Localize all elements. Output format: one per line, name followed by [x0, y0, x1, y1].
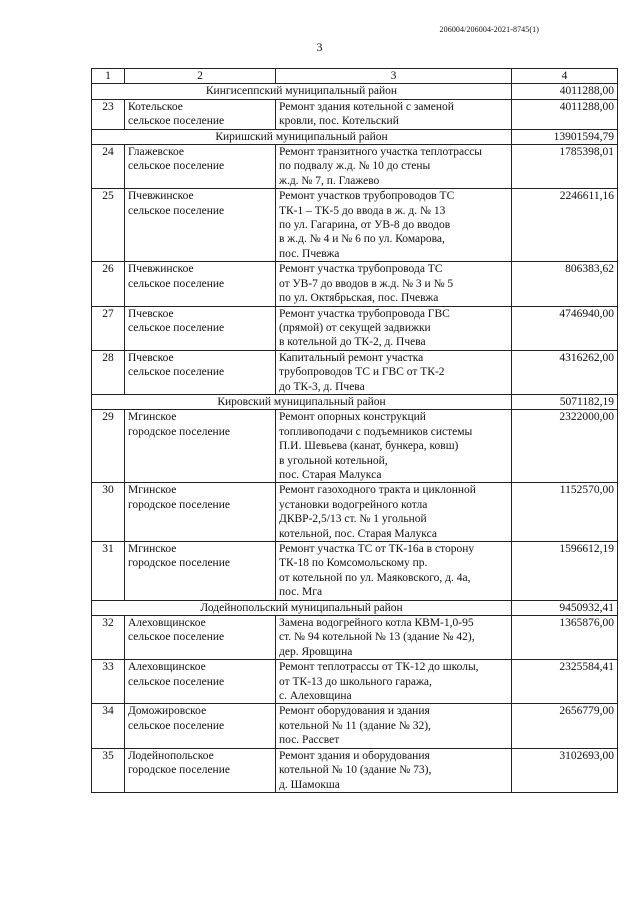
row-number: 34: [92, 704, 125, 748]
work-description: Ремонт опорных конструкций топливоподачи с подъемников системы П.И. Шевьева (канат, бункера, ковш) в угольной котельной, пос. Старая Малукса: [276, 410, 512, 483]
settlement-name: Глажевское сельское поселение: [125, 145, 276, 189]
document-id: 206004/206004-2021-8745(1): [439, 25, 539, 34]
work-description: Замена водогрейного котла КВМ-1,0-95 ст. № 94 котельной № 13 (здание № 42), дер. Яровщина: [276, 616, 512, 660]
work-description: Капитальный ремонт участка трубопроводов ТС и ГВС от ТК-2 до ТК-3, д. Пчева: [276, 350, 512, 394]
settlement-name: Пчевское сельское поселение: [125, 306, 276, 350]
table-row: [92, 542, 618, 601]
work-description: Ремонт участка трубопровода ТС от УВ-7 до вводов в ж.д. № 3 и № 5 по ул. Октябрьская, пос. Пчевжа: [276, 262, 512, 306]
row-number: 35: [92, 748, 125, 792]
work-description: Ремонт транзитного участка теплотрассы по подвалу ж.д. № 10 до стены ж.д. № 7, п. Глажево: [276, 145, 512, 189]
region-name: Лодейнопольский муниципальный район: [92, 600, 512, 615]
table-row: [92, 704, 618, 748]
row-number: 25: [92, 189, 125, 262]
settlement-name: Мгинское городское поселение: [125, 410, 276, 483]
work-description: Ремонт оборудования и здания котельной № 11 (здание № 32), пос. Рассвет: [276, 704, 512, 748]
table-row: [92, 748, 618, 792]
row-number: 24: [92, 145, 125, 189]
settlement-name: Лодейнопольское городское поселение: [125, 748, 276, 792]
amount: 4011288,00: [512, 99, 618, 129]
amount: 1365876,00: [512, 616, 618, 660]
region-name: Кингисеппский муниципальный район: [92, 84, 512, 99]
amount: 4746940,00: [512, 306, 618, 350]
table-row: [92, 483, 618, 542]
row-number: 27: [92, 306, 125, 350]
work-description: Ремонт теплотрассы от ТК-12 до школы, от ТК-13 до школьного гаража, с. Алеховщина: [276, 660, 512, 704]
row-number: 29: [92, 410, 125, 483]
row-number: 26: [92, 262, 125, 306]
settlement-name: Алеховщинское сельское поселение: [125, 616, 276, 660]
table-row: [92, 660, 618, 704]
amount: 3102693,00: [512, 748, 618, 792]
amount: 1785398,01: [512, 145, 618, 189]
region-name: Кировский муниципальный район: [92, 394, 512, 409]
settlement-name: Пчевжинское сельское поселение: [125, 262, 276, 306]
amount: 2325584,41: [512, 660, 618, 704]
table-body: [92, 69, 618, 793]
table-row: [92, 350, 618, 394]
region-row: [92, 394, 618, 409]
table-row: [92, 99, 618, 129]
amount: 806383,62: [512, 262, 618, 306]
region-amount: 13901594,79: [512, 129, 618, 144]
column-header: 2: [125, 69, 276, 84]
settlement-name: Доможировское сельское поселение: [125, 704, 276, 748]
settlement-name: Пчевское сельское поселение: [125, 350, 276, 394]
amount: 4316262,00: [512, 350, 618, 394]
region-amount: 4011288,00: [512, 84, 618, 99]
settlement-name: Алеховщинское сельское поселение: [125, 660, 276, 704]
row-number: 23: [92, 99, 125, 129]
table-row: [92, 616, 618, 660]
table-row: [92, 410, 618, 483]
settlement-name: Пчевжинское сельское поселение: [125, 189, 276, 262]
table-row: [92, 145, 618, 189]
region-row: [92, 129, 618, 144]
region-amount: 9450932,41: [512, 600, 618, 615]
funding-table: [91, 68, 618, 793]
table-row: [92, 306, 618, 350]
column-header: 4: [512, 69, 618, 84]
row-number: 33: [92, 660, 125, 704]
row-number: 32: [92, 616, 125, 660]
page-number: 3: [316, 40, 323, 54]
work-description: Ремонт участков трубопроводов ТС ТК-1 – ТК-5 до ввода в ж. д. № 13 по ул. Гагарина, от УВ-8 до вводов в ж.д. № 4 и № 6 по ул. Комарова, пос. Пчевжа: [276, 189, 512, 262]
region-row: [92, 600, 618, 615]
work-description: Ремонт здания и оборудования котельной № 10 (здание № 73), д. Шамокша: [276, 748, 512, 792]
amount: 1152570,00: [512, 483, 618, 542]
work-description: Ремонт газоходного тракта и циклонной установки водогрейного котла ДКВР-2,5/13 ст. № 1 угольной котельной, пос. Старая Малукса: [276, 483, 512, 542]
work-description: Ремонт участка трубопровода ГВС (прямой) от секущей задвижки в котельной до ТК-2, д. Пчева: [276, 306, 512, 350]
amount: 2246611,16: [512, 189, 618, 262]
work-description: Ремонт участка ТС от ТК-16а в сторону ТК-18 по Комсомольскому пр. от котельной по ул. Маяковского, д. 4а, пос. Мга: [276, 542, 512, 601]
table-header-row: [92, 69, 618, 84]
row-number: 28: [92, 350, 125, 394]
settlement-name: Котельское сельское поселение: [125, 99, 276, 129]
amount: 2322000,00: [512, 410, 618, 483]
work-description: Ремонт здания котельной с заменой кровли, пос. Котельский: [276, 99, 512, 129]
region-amount: 5071182,19: [512, 394, 618, 409]
amount: 1596612,19: [512, 542, 618, 601]
region-name: Киришский муниципальный район: [92, 129, 512, 144]
row-number: 30: [92, 483, 125, 542]
row-number: 31: [92, 542, 125, 601]
settlement-name: Мгинское городское поселение: [125, 542, 276, 601]
region-row: [92, 84, 618, 99]
table-row: [92, 189, 618, 262]
column-header: 1: [92, 69, 125, 84]
amount: 2656779,00: [512, 704, 618, 748]
table-row: [92, 262, 618, 306]
settlement-name: Мгинское городское поселение: [125, 483, 276, 542]
column-header: 3: [276, 69, 512, 84]
